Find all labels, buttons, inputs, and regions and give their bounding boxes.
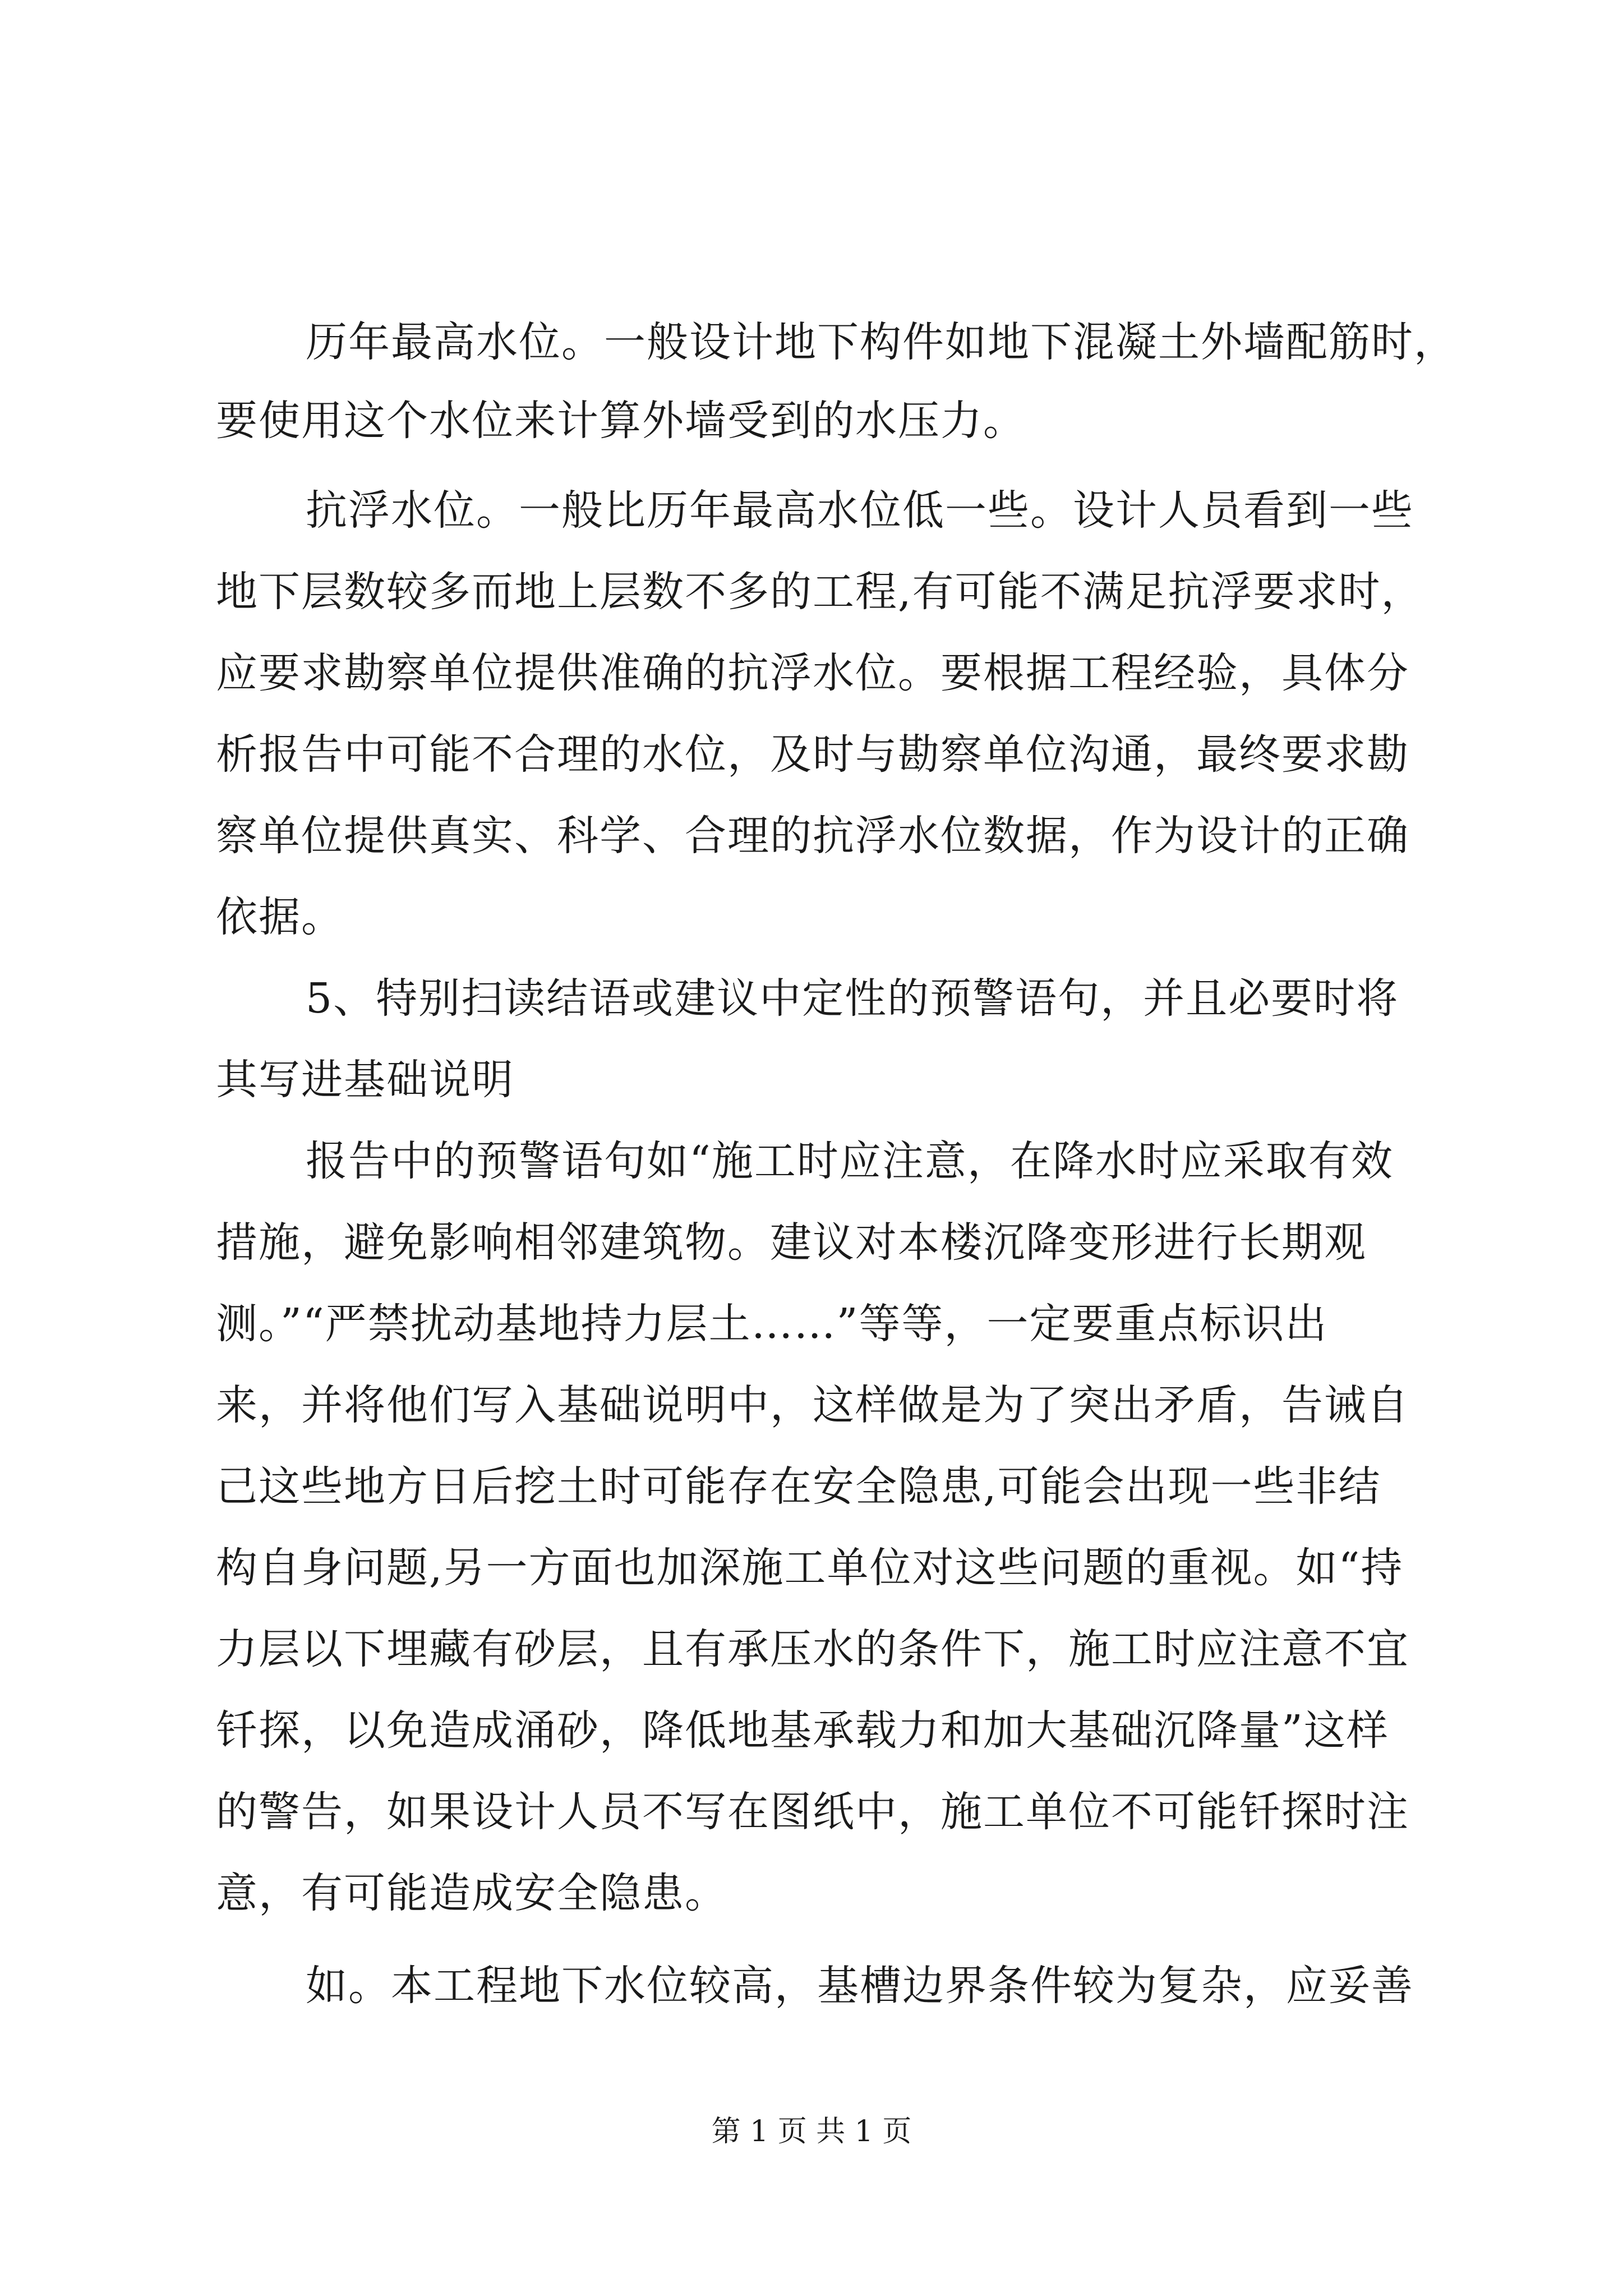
text-line: 构自身问题,另一方面也加深施工单位对这些问题的重视。如“持 xyxy=(216,1544,1404,1592)
text-line: 依据。 xyxy=(216,893,344,941)
text-line: 察单位提供真实、科学、合理的抗浮水位数据，作为设计的正确 xyxy=(216,812,1409,860)
text-line: 要使用这个水位来计算外墙受到的水压力。 xyxy=(216,397,1026,445)
text-line: 抗浮水位。一般比历年最高水位低一些。设计人员看到一些 xyxy=(306,486,1414,535)
text-line: 意，有可能造成安全隐患。 xyxy=(216,1869,727,1917)
text-line: 己这些地方日后挖土时可能存在安全隐患,可能会出现一些非结 xyxy=(216,1462,1381,1511)
text-line: 如。本工程地下水位较高，基槽边界条件较为复杂，应妥善 xyxy=(306,1962,1414,2010)
text-line: 应要求勘察单位提供准确的抗浮水位。要根据工程经验，具体分 xyxy=(216,649,1409,697)
text-line: 历年最高水位。一般设计地下构件如地下混凝土外墙配筋时， xyxy=(306,318,1456,366)
text-line: 力层以下埋藏有砂层，且有承压水的条件下，施工时应注意不宜 xyxy=(216,1625,1409,1673)
page-number-footer: 第 1 页 共 1 页 xyxy=(711,2115,912,2148)
text-line: 来，并将他们写入基础说明中，这样做是为了突出矛盾，告诫自 xyxy=(216,1381,1409,1429)
text-line: 报告中的预警语句如“施工时应注意，在降水时应采取有效 xyxy=(306,1137,1394,1185)
section-heading-line: 5、特别扫读结语或建议中定性的预警语句，并且必要时将 xyxy=(306,974,1399,1023)
text-line: 钎探，以免造成涌砂，降低地基承载力和加大基础沉降量”这样 xyxy=(216,1706,1389,1755)
text-line: 的警告，如果设计人员不写在图纸中，施工单位不可能钎探时注 xyxy=(216,1788,1409,1836)
text-line: 析报告中可能不合理的水位，及时与勘察单位沟通，最终要求勘 xyxy=(216,730,1409,779)
section-heading-line: 其写进基础说明 xyxy=(216,1056,514,1104)
text-line: 措施，避免影响相邻建筑物。建议对本楼沉降变形进行长期观 xyxy=(216,1218,1367,1267)
text-line: 测。”“严禁扰动基地持力层土……”等等，一定要重点标识出 xyxy=(216,1300,1328,1348)
text-line: 地下层数较多而地上层数不多的工程,有可能不满足抗浮要求时， xyxy=(216,568,1424,616)
